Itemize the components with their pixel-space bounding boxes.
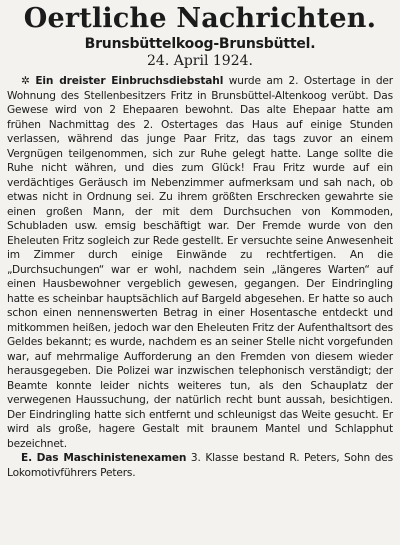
article-body: 3. Klasse bestand R. Peters, Sohn des Lokomotivführers Peters. bbox=[7, 452, 394, 479]
article-lead: Ein dreister Einbruchsdiebstahl bbox=[35, 75, 224, 87]
section-headline: Oertliche Nachrichten. bbox=[23, 3, 377, 34]
article-body: wurde am 2. Ostertage in der Wohnung des Stellenbesitzers Fritz in Brunsbüttel-Altenkoog verübt. Das Gewese wird von 2 Ehepaaren bewohnt. Das alte Ehepaar hatte am frühen Nachmittag des 2. Ostertages das Haus auf einige Stunden verlassen, während das junge Paar Fritz, das tags zuvor an einem Vergnügen teilgenommen, sich zur Ruhe gelegt hatte. Lange sollte die Ruhe nicht währen, und dies zum Glück! Frau Fritz wurde auf ein verdächtiges Geräusch im Nebenzimmer aufmerksam und sah nach, ob etwas nicht in Ordnung sei. Zu ihrem größten Erschrecken gewahrte sie einen großen Mann, der mit dem Durchsuchen von Kommoden, Schubladen usw. emsig beschäftigt war. Der Fremde wurde von den Eheleuten Fritz sogleich zur Rede gestellt. Er versuchte seine Anwesenheit im Zimmer durch einige Einwände zu rechtfertigen. An die „Durchsuchungen“ war er wohl, nachdem sein „längeres Warten“ auf einen Hausbewohner vergeblich gewesen, gegangen. Der Eindringling hatte es scheinbar hauptsächlich auf Bargeld abgesehen. Er hatte so auch schon einen nennenswerten Betrag in einer Hosentasche entdeckt und mitkommen heißen, jedoch war den Eheleuten Fritz der Aufenthaltsort des Geldes bekannt; es wurde, nachdem es an seiner Stelle nicht vorgefunden war, auf mehrmalige Aufforderung an den Fremden von diesem wieder herausgegeben. Die Polizei war inzwischen telephonisch verständigt; der Beamte konnte leider nichts weiteres tun, als den Schauplatz der verwegenen Haussuchung, der natürlich recht bunt aussah, besichtigen. Der Eindringling hatte sich entfernt und schleunigst das Weite gesucht. Er wird als große, hagere Gestalt mit braunem Mantel und Schlapphut bezeichnet. bbox=[7, 75, 393, 450]
article-burglary bbox=[7, 74, 393, 451]
publication-date: 24. April 1924. bbox=[147, 53, 253, 69]
article-marker: E. bbox=[21, 452, 32, 464]
article-lead: Das Maschinistenexamen bbox=[36, 452, 187, 464]
article-marker: ✲ bbox=[21, 75, 30, 87]
article-exam bbox=[7, 451, 393, 480]
location-dateline: Brunsbüttelkoog-Brunsbüttel. bbox=[84, 36, 316, 52]
